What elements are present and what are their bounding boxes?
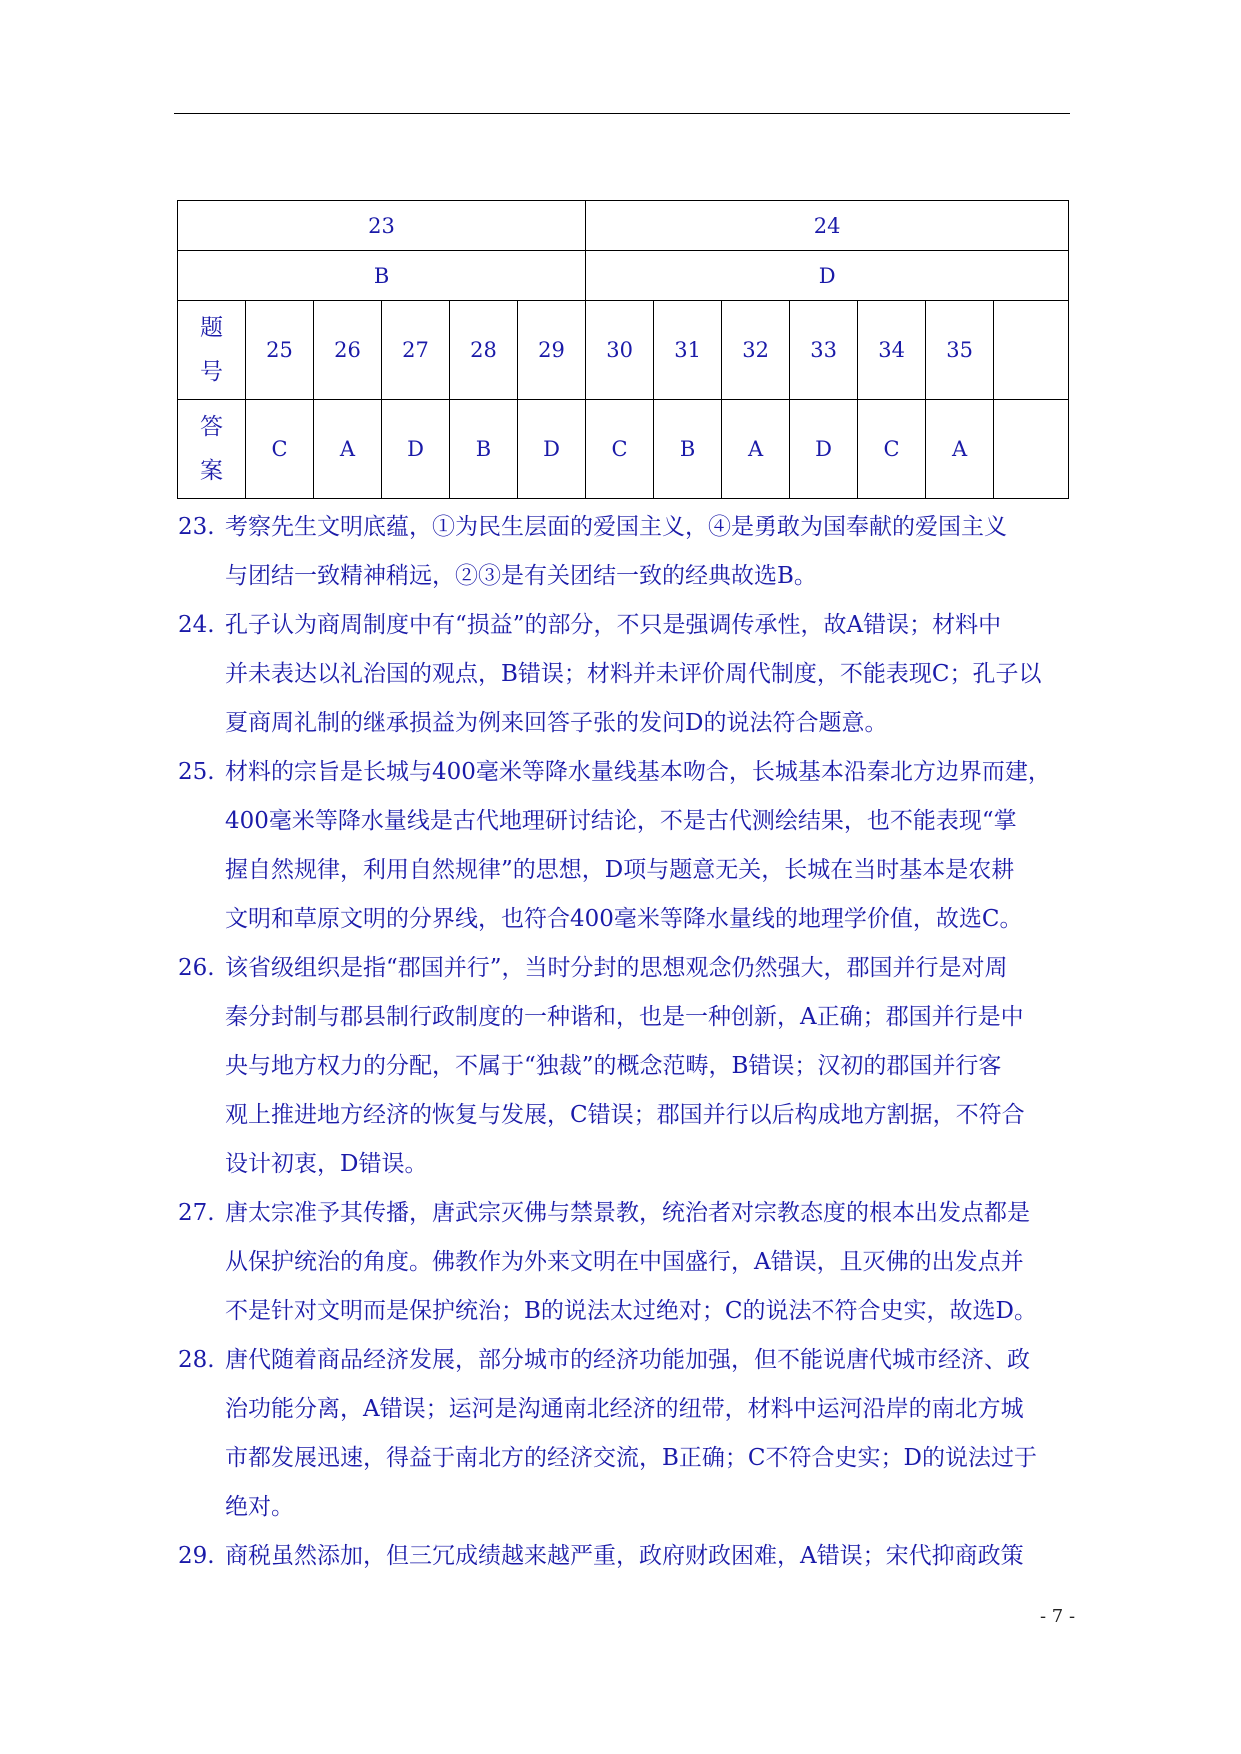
- number-cell: 30: [586, 301, 654, 400]
- header-cell-24: 24: [586, 201, 1069, 251]
- answer-cell-23: B: [178, 251, 586, 301]
- number-cell: 25: [246, 301, 314, 400]
- answer-cell: B: [450, 400, 518, 499]
- note-line: 不是针对文明而是保护统治；B的说法太过绝对；C的说法不符合史实，故选D。: [225, 1298, 1037, 1324]
- number-row: [178, 301, 1069, 400]
- note-number: 29.: [178, 1543, 215, 1569]
- note-line: 唐太宗准予其传播，唐武宗灭佛与禁景教，统治者对宗教态度的根本出发点都是: [225, 1200, 1030, 1226]
- page-number: - 7 -: [1040, 1606, 1076, 1627]
- answer-cell: C: [858, 400, 926, 499]
- note-24: [178, 601, 1078, 748]
- number-cell: 34: [858, 301, 926, 400]
- answer-cell: C: [586, 400, 654, 499]
- answer-cell-24: D: [586, 251, 1069, 301]
- header-cell-23: 23: [178, 201, 586, 251]
- note-line: 央与地方权力的分配，不属于“独裁”的概念范畴，B错误；汉初的郡国并行客: [225, 1053, 1002, 1079]
- answer-cell: A: [314, 400, 382, 499]
- note-line: 并未表达以礼治国的观点，B错误；材料并未评价周代制度，不能表现C；孔子以: [225, 661, 1042, 687]
- label-char: 案: [200, 458, 223, 484]
- note-27: [178, 1189, 1078, 1336]
- note-line: 文明和草原文明的分界线，也符合400毫米等降水量线的地理学价值，故选C。: [225, 906, 1023, 932]
- number-row-label: [178, 301, 246, 400]
- number-cell: 29: [518, 301, 586, 400]
- note-28: [178, 1336, 1078, 1532]
- note-line: 与团结一致精神稍远，②③是有关团结一致的经典故选B。: [225, 563, 817, 589]
- note-line: 商税虽然添加，但三冗成绩越来越严重，政府财政困难，A错误；宋代抑商政策: [225, 1543, 1024, 1569]
- label-char: 答: [200, 414, 223, 440]
- note-line: 从保护统治的角度。佛教作为外来文明在中国盛行，A错误，且灭佛的出发点并: [225, 1249, 1024, 1275]
- note-line: 绝对。: [225, 1494, 294, 1520]
- note-number: 24.: [178, 612, 215, 638]
- empty-cell: [994, 301, 1069, 400]
- answer-cell: D: [518, 400, 586, 499]
- note-line: 观上推进地方经济的恢复与发展，C错误；郡国并行以后构成地方割据，不符合: [225, 1102, 1025, 1128]
- explanations: [178, 503, 1078, 1581]
- note-line: 秦分封制与郡县制行政制度的一种谐和，也是一种创新，A正确；郡国并行是中: [225, 1004, 1024, 1030]
- answer-cell: A: [926, 400, 994, 499]
- note-number: 26.: [178, 955, 215, 981]
- number-cell: 28: [450, 301, 518, 400]
- note-number: 28.: [178, 1347, 215, 1373]
- label-char: 号: [200, 359, 223, 385]
- empty-cell: [994, 400, 1069, 499]
- number-cell: 27: [382, 301, 450, 400]
- answer-cell: B: [654, 400, 722, 499]
- number-cell: 32: [722, 301, 790, 400]
- number-cell: 35: [926, 301, 994, 400]
- note-29: [178, 1532, 1078, 1581]
- note-line: 该省级组织是指“郡国并行”，当时分封的思想观念仍然强大，郡国并行是对周: [225, 955, 1008, 981]
- number-cell: 26: [314, 301, 382, 400]
- note-line: 握自然规律，利用自然规律”的思想，D项与题意无关，长城在当时基本是农耕: [225, 857, 1015, 883]
- note-line: 400毫米等降水量线是古代地理研讨结论，不是古代测绘结果，也不能表现“掌: [225, 808, 1017, 834]
- number-cell: 31: [654, 301, 722, 400]
- note-line: 唐代随着商品经济发展，部分城市的经济功能加强，但不能说唐代城市经济、政: [225, 1347, 1030, 1373]
- answer-cell: D: [382, 400, 450, 499]
- label-char: 题: [200, 315, 223, 341]
- note-number: 27.: [178, 1200, 215, 1226]
- note-26: [178, 944, 1078, 1189]
- note-line: 孔子认为商周制度中有“损益”的部分，不只是强调传承性，故A错误；材料中: [225, 612, 1002, 638]
- answer-cell: D: [790, 400, 858, 499]
- note-23: [178, 503, 1078, 601]
- header-rule: [174, 113, 1070, 114]
- note-line: 夏商周礼制的继承损益为例来回答子张的发问D的说法符合题意。: [225, 710, 888, 736]
- note-line: 设计初衷，D错误。: [225, 1151, 428, 1177]
- note-line: 治功能分离，A错误；运河是沟通南北经济的纽带，材料中运河沿岸的南北方城: [225, 1396, 1024, 1422]
- note-line: 市都发展迅速，得益于南北方的经济交流，B正确；C不符合史实；D的说法过于: [225, 1445, 1037, 1471]
- note-line: 材料的宗旨是长城与400毫米等降水量线基本吻合，长城基本沿秦北方边界而建，: [225, 759, 1051, 785]
- answer-row-label: [178, 400, 246, 499]
- number-cell: 33: [790, 301, 858, 400]
- note-number: 25.: [178, 759, 215, 785]
- answer-row: [178, 400, 1069, 499]
- answer-table: [177, 200, 1069, 499]
- answer-cell: A: [722, 400, 790, 499]
- note-25: [178, 748, 1078, 944]
- note-number: 23.: [178, 514, 215, 540]
- note-line: 考察先生文明底蕴，①为民生层面的爱国主义，④是勇敢为国奉献的爱国主义: [225, 514, 1007, 540]
- answer-cell: C: [246, 400, 314, 499]
